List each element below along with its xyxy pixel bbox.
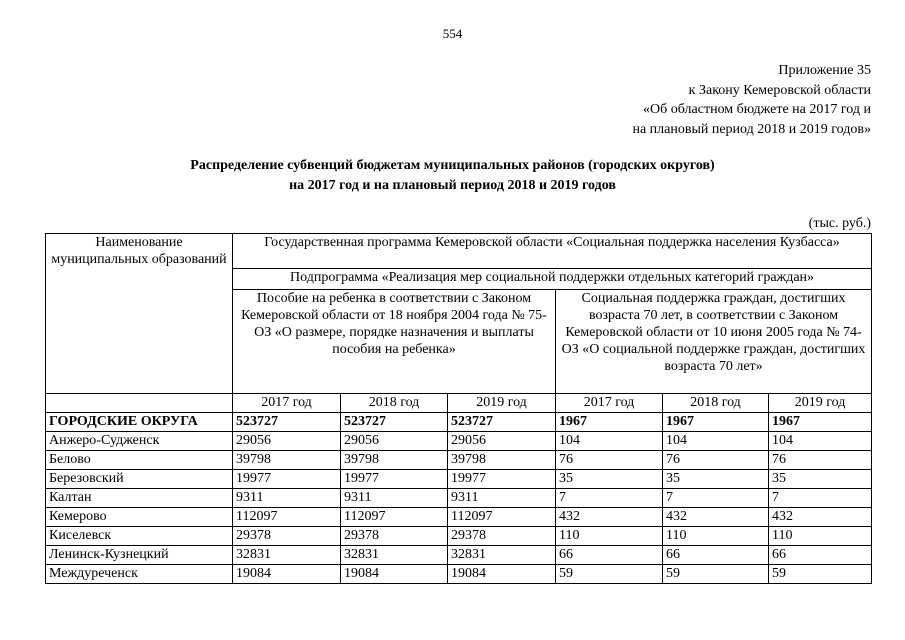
- cell-value: 29056: [233, 432, 341, 451]
- cell-value: 1967: [769, 413, 872, 432]
- cell-value: 9311: [448, 489, 556, 508]
- cell-value: 112097: [233, 508, 341, 527]
- row-name: Калтан: [46, 489, 233, 508]
- table-row: [46, 508, 872, 527]
- header-year: 2019 год: [448, 394, 556, 413]
- cell-value: 104: [556, 432, 663, 451]
- header-program: Государственная программа Кемеровской области «Социальная поддержка населения Кузбасса»: [233, 234, 872, 269]
- header-row-program: [46, 234, 872, 269]
- cell-value: 19084: [448, 565, 556, 584]
- row-name: Кемерово: [46, 508, 233, 527]
- row-name: Анжеро-Судженск: [46, 432, 233, 451]
- cell-value: 432: [556, 508, 663, 527]
- cell-value: 35: [769, 470, 872, 489]
- cell-value: 39798: [448, 451, 556, 470]
- cell-value: 9311: [233, 489, 341, 508]
- cell-value: 59: [663, 565, 769, 584]
- header-benefit-elderly: Социальная поддержка граждан, достигших возраста 70 лет, в соответствии с Законом Кемеровской области от 10 июня 2005 года № 74-ОЗ «О социальной поддержке граждан, достигших возраста 70 лет»: [556, 290, 872, 394]
- cell-value: 32831: [341, 546, 448, 565]
- cell-value: 19977: [341, 470, 448, 489]
- cell-value: 110: [663, 527, 769, 546]
- header-name: Наименование муниципальных образований: [46, 234, 233, 394]
- page-number: 554: [442, 26, 463, 41]
- cell-value: 29378: [233, 527, 341, 546]
- cell-value: 32831: [233, 546, 341, 565]
- cell-value: 104: [769, 432, 872, 451]
- cell-value: 59: [769, 565, 872, 584]
- table-row: [46, 565, 872, 584]
- table-row: [46, 432, 872, 451]
- header-subprogram: Подпрограмма «Реализация мер социальной поддержки отдельных категорий граждан»: [233, 269, 872, 290]
- appendix-line: на плановый период 2018 и 2019 годов»: [632, 121, 871, 137]
- row-name: Ленинск-Кузнецкий: [46, 546, 233, 565]
- document-title: [0, 156, 905, 196]
- header-row-years: [46, 394, 872, 413]
- header-year: 2017 год: [233, 394, 341, 413]
- header-year: 2018 год: [663, 394, 769, 413]
- cell-value: 110: [556, 527, 663, 546]
- cell-value: 1967: [663, 413, 769, 432]
- row-name: Междуреченск: [46, 565, 233, 584]
- cell-value: 7: [769, 489, 872, 508]
- header-year: 2018 год: [341, 394, 448, 413]
- row-name: Белово: [46, 451, 233, 470]
- cell-value: 39798: [233, 451, 341, 470]
- cell-value: 29378: [448, 527, 556, 546]
- header-year-blank: [46, 394, 233, 413]
- row-name: ГОРОДСКИЕ ОКРУГА: [46, 413, 233, 432]
- table-row: [46, 546, 872, 565]
- cell-value: 19084: [341, 565, 448, 584]
- units-label: (тыс. руб.): [808, 216, 871, 231]
- table-row: [46, 527, 872, 546]
- cell-value: 112097: [448, 508, 556, 527]
- table-row: [46, 470, 872, 489]
- cell-value: 432: [769, 508, 872, 527]
- cell-value: 523727: [448, 413, 556, 432]
- document-title-line: на 2017 год и на плановый период 2018 и 2019 годов: [289, 178, 616, 193]
- cell-value: 29056: [448, 432, 556, 451]
- cell-value: 59: [556, 565, 663, 584]
- header-year: 2019 год: [769, 394, 872, 413]
- appendix-header: [632, 61, 871, 139]
- header-benefit-child: Пособие на ребенка в соответствии с Законом Кемеровской области от 18 ноября 2004 года № 75-ОЗ «О размере, порядке назначения и выплаты пособия на ребенка»: [233, 290, 556, 394]
- cell-value: 7: [663, 489, 769, 508]
- appendix-line: Приложение 35: [778, 63, 871, 78]
- cell-value: 29056: [341, 432, 448, 451]
- header-year: 2017 год: [556, 394, 663, 413]
- cell-value: 523727: [341, 413, 448, 432]
- table-row-total: [46, 413, 872, 432]
- cell-value: 112097: [341, 508, 448, 527]
- cell-value: 1967: [556, 413, 663, 432]
- cell-value: 76: [556, 451, 663, 470]
- cell-value: 9311: [341, 489, 448, 508]
- cell-value: 7: [556, 489, 663, 508]
- subsidy-table: [45, 233, 872, 584]
- appendix-line: к Закону Кемеровской области: [688, 82, 871, 98]
- table-row: [46, 451, 872, 470]
- cell-value: 19977: [448, 470, 556, 489]
- row-name: Киселевск: [46, 527, 233, 546]
- document-title-line: Распределение субвенций бюджетам муниципальных районов (городских округов): [190, 158, 715, 173]
- cell-value: 110: [769, 527, 872, 546]
- cell-value: 32831: [448, 546, 556, 565]
- cell-value: 76: [769, 451, 872, 470]
- cell-value: 35: [663, 470, 769, 489]
- cell-value: 29378: [341, 527, 448, 546]
- cell-value: 19084: [233, 565, 341, 584]
- row-name: Березовский: [46, 470, 233, 489]
- table-row: [46, 489, 872, 508]
- appendix-line: «Об областном бюджете на 2017 год и: [643, 102, 871, 117]
- cell-value: 432: [663, 508, 769, 527]
- cell-value: 66: [663, 546, 769, 565]
- cell-value: 66: [556, 546, 663, 565]
- cell-value: 19977: [233, 470, 341, 489]
- cell-value: 35: [556, 470, 663, 489]
- cell-value: 66: [769, 546, 872, 565]
- cell-value: 523727: [233, 413, 341, 432]
- cell-value: 76: [663, 451, 769, 470]
- cell-value: 104: [663, 432, 769, 451]
- cell-value: 39798: [341, 451, 448, 470]
